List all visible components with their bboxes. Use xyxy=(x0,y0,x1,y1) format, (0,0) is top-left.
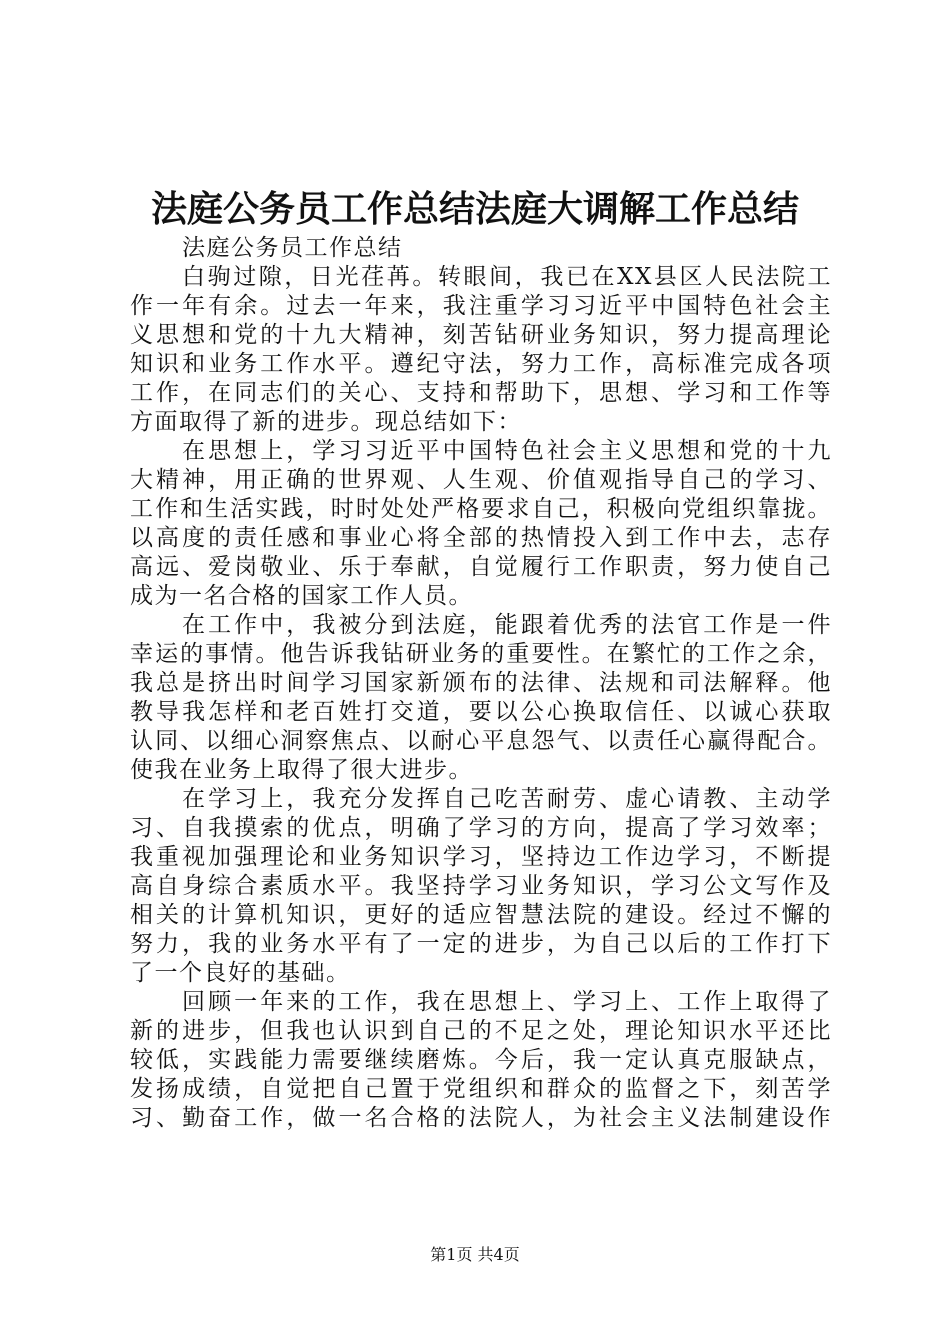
text-line: 了一个良好的基础。 xyxy=(130,960,351,986)
document-body xyxy=(130,234,832,1133)
text-line: 大精神，用正确的世界观、人生观、价值观指导自己的学习、 xyxy=(130,467,832,493)
text-line: 相关的计算机知识，更好的适应智慧法院的建设。经过不懈的 xyxy=(130,902,832,928)
text-line: 义思想和党的十九大精神，刻苦钻研业务知识，努力提高理论 xyxy=(130,322,832,348)
text-line: 在思想上，学习习近平中国特色社会主义思想和党的十九 xyxy=(182,438,832,464)
text-line: 使我在业务上取得了很大进步。 xyxy=(130,757,473,783)
text-line: 努力，我的业务水平有了一定的进步，为自己以后的工作打下 xyxy=(130,931,832,957)
text-line: 工作和生活实践，时时处处严格要求自己，积极向党组织靠拢。 xyxy=(130,496,832,522)
text-line: 我重视加强理论和业务知识学习，坚持边工作边学习，不断提 xyxy=(130,844,832,870)
text-line: 较低，实践能力需要继续磨炼。今后，我一定认真克服缺点， xyxy=(130,1047,832,1073)
text-line: 习、勤奋工作，做一名合格的法院人，为社会主义法制建设作 xyxy=(130,1105,832,1131)
text-line: 认同、以细心洞察焦点、以耐心平息怨气、以责任心赢得配合。 xyxy=(130,728,832,754)
text-line: 教导我怎样和老百姓打交道，要以公心换取信任、以诚心获取 xyxy=(130,699,832,725)
text-line: 高远、爱岗敬业、乐于奉献，自觉履行工作职责，努力使自己 xyxy=(130,554,832,580)
text-line: 新的进步，但我也认识到自己的不足之处，理论知识水平还比 xyxy=(130,1018,832,1044)
text-line: 我总是挤出时间学习国家新颁布的法律、法规和司法解释。他 xyxy=(130,670,832,696)
text-line: 以高度的责任感和事业心将全部的热情投入到工作中去，志存 xyxy=(130,525,832,551)
text-line: 法庭公务员工作总结 xyxy=(182,235,403,261)
text-line: 知识和业务工作水平。遵纪守法，努力工作，高标准完成各项 xyxy=(130,351,832,377)
text-line: 成为一名合格的国家工作人员。 xyxy=(130,583,473,609)
text-line: 作一年有余。过去一年来，我注重学习习近平中国特色社会主 xyxy=(130,293,832,319)
text-line: 幸运的事情。他告诉我钻研业务的重要性。在繁忙的工作之余， xyxy=(130,641,832,667)
page-footer: 第1页 共4页 xyxy=(430,1245,520,1264)
text-line: 在学习上，我充分发挥自己吃苦耐劳、虚心请教、主动学 xyxy=(182,786,832,812)
text-line: 方面取得了新的进步。现总结如下： xyxy=(130,409,522,435)
text-line: 回顾一年来的工作，我在思想上、学习上、工作上取得了 xyxy=(182,989,832,1015)
text-line: 高自身综合素质水平。我坚持学习业务知识，学习公文写作及 xyxy=(130,873,832,899)
text-line: 白驹过隙，日光荏苒。转眼间，我已在XX县区人民法院工 xyxy=(182,264,832,290)
text-line: 工作，在同志们的关心、支持和帮助下，思想、学习和工作等 xyxy=(130,380,832,406)
document-title: 法庭公务员工作总结法庭大调解工作总结 xyxy=(150,188,799,230)
text-line: 在工作中，我被分到法庭，能跟着优秀的法官工作是一件 xyxy=(182,612,832,638)
text-line: 习、自我摸索的优点，明确了学习的方向，提高了学习效率； xyxy=(130,815,832,841)
text-line: 发扬成绩，自觉把自己置于党组织和群众的监督之下，刻苦学 xyxy=(130,1076,832,1102)
